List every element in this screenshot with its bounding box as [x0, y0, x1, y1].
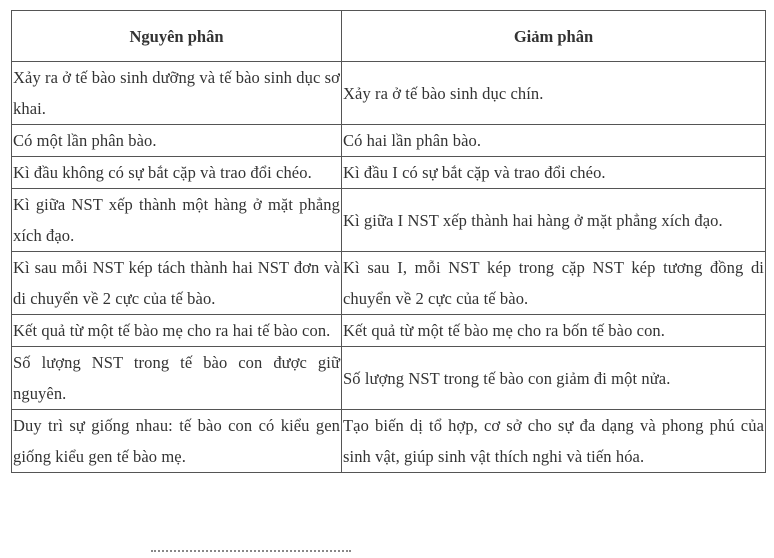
table-header-row	[12, 11, 766, 62]
cell-meiosis: Tạo biến dị tổ hợp, cơ sở cho sự đa dạng và phong phú của sinh vật, giúp sinh vật thích nghi và tiến hóa.	[342, 410, 766, 473]
table-row	[12, 347, 766, 410]
table-row	[12, 252, 766, 315]
cell-mitosis: Số lượng NST trong tế bào con được giữ nguyên.	[12, 347, 342, 410]
cell-mitosis: Có một lần phân bào.	[12, 125, 342, 157]
table-row	[12, 410, 766, 473]
cell-meiosis: Số lượng NST trong tế bào con giảm đi một nửa.	[342, 347, 766, 410]
cell-meiosis: Có hai lần phân bào.	[342, 125, 766, 157]
cell-meiosis: Kì đầu I có sự bắt cặp và trao đổi chéo.	[342, 157, 766, 189]
cell-mitosis: Kì sau mỗi NST kép tách thành hai NST đơn và di chuyển về 2 cực của tế bào.	[12, 252, 342, 315]
cell-mitosis: Kì đầu không có sự bắt cặp và trao đổi chéo.	[12, 157, 342, 189]
table-row	[12, 157, 766, 189]
cell-meiosis: Kì giữa I NST xếp thành hai hàng ở mặt phẳng xích đạo.	[342, 189, 766, 252]
header-meiosis: Giảm phân	[342, 11, 766, 62]
cropped-text-remnant	[11, 550, 765, 558]
cell-meiosis: Kết quả từ một tế bào mẹ cho ra bốn tế bào con.	[342, 315, 766, 347]
cell-mitosis: Xảy ra ở tế bào sinh dưỡng và tế bào sinh dục sơ khai.	[12, 62, 342, 125]
cell-meiosis: Kì sau I, mỗi NST kép trong cặp NST kép tương đồng di chuyển về 2 cực của tế bào.	[342, 252, 766, 315]
cell-mitosis: Kết quả từ một tế bào mẹ cho ra hai tế bào con.	[12, 315, 342, 347]
header-mitosis: Nguyên phân	[12, 11, 342, 62]
table-row	[12, 315, 766, 347]
cell-meiosis: Xảy ra ở tế bào sinh dục chín.	[342, 62, 766, 125]
table-row	[12, 62, 766, 125]
table-row	[12, 125, 766, 157]
cell-mitosis: Duy trì sự giống nhau: tế bào con có kiểu gen giống kiểu gen tế bào mẹ.	[12, 410, 342, 473]
table-row	[12, 189, 766, 252]
mitosis-meiosis-comparison-table	[11, 10, 766, 473]
comparison-table-container	[11, 10, 765, 473]
cell-mitosis: Kì giữa NST xếp thành một hàng ở mặt phẳng xích đạo.	[12, 189, 342, 252]
